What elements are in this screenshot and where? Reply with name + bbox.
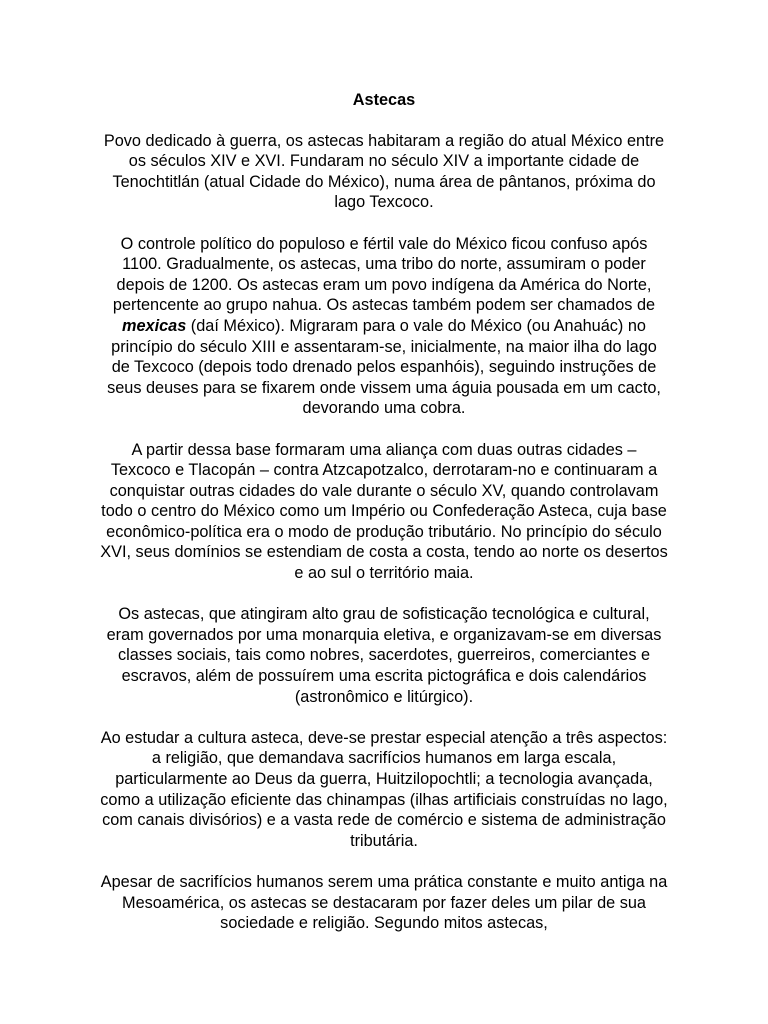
paragraph-6: Apesar de sacrifícios humanos serem uma prática constante e muito antiga na Mesoamérica, os astecas se destacaram por fazer deles um pilar de sua sociedade e religião. Segundo mitos astecas, [100,872,668,933]
paragraph-5: Ao estudar a cultura asteca, deve-se prestar especial atenção a três aspectos: a religião, que demandava sacrifícios humanos em larga escala, particularmente ao Deus da guerra, Huitzilopochtli; a tecnologia avançada, como a utilização eficiente das chinampas (ilhas artificiais construídas no lago, com canais divisórios) e a vasta rede de comércio e sistema de administração tributária. [100,728,668,850]
emphasized-term: mexicas [122,316,187,335]
paragraph-2-text-start: O controle político do populoso e fértil vale do México ficou confuso após 1100. Gradualmente, os astecas, uma tribo do norte, assumiram o poder depois de 1200. Os astecas eram um povo indígena da América do Norte, pertencente ao grupo nahua. Os astecas também podem ser chamados de [112,234,656,315]
paragraph-1: Povo dedicado à guerra, os astecas habitaram a região do atual México entre os séculos XIV e XVI. Fundaram no século XIV a importante cidade de Tenochtitlán (atual Cidade do México), numa área de pântanos, próxima do lago Texcoco. [103,131,665,212]
document-title: Astecas [352,91,416,109]
paragraph-2-text-end: (daí México). Migraram para o vale do México (ou Anahuác) no princípio do século XIII e assentaram-se, inicialmente, na maior ilha do lago de Texcoco (depois todo drenado pelos espanhóis), seguindo instruções de seus deuses para se fixarem onde vissem uma águia pousada em um cacto, devorando uma cobra. [107,316,661,418]
paragraph-2 [100,234,668,419]
paragraph-3: A partir dessa base formaram uma aliança com duas outras cidades – Texcoco e Tlacopán – contra Atzcapotzalco, derrotaram-no e continuaram a conquistar outras cidades do vale durante o século XV, quando controlavam todo o centro do México como um Império ou Confederação Asteca, cuja base econômico-política era o modo de produção tributário. No princípio do século XVI, seus domínios se estendiam de costa a costa, tendo ao norte os desertos e ao sul o território maia. [100,440,668,583]
document-page [100,90,668,954]
paragraph-4: Os astecas, que atingiram alto grau de sofisticação tecnológica e cultural, eram governados por uma monarquia eletiva, e organizavam-se em diversas classes sociais, tais como nobres, sacerdotes, guerreiros, comerciantes e escravos, além de possuírem uma escrita pictográfica e dois calendários (astronômico e litúrgico). [106,605,662,706]
